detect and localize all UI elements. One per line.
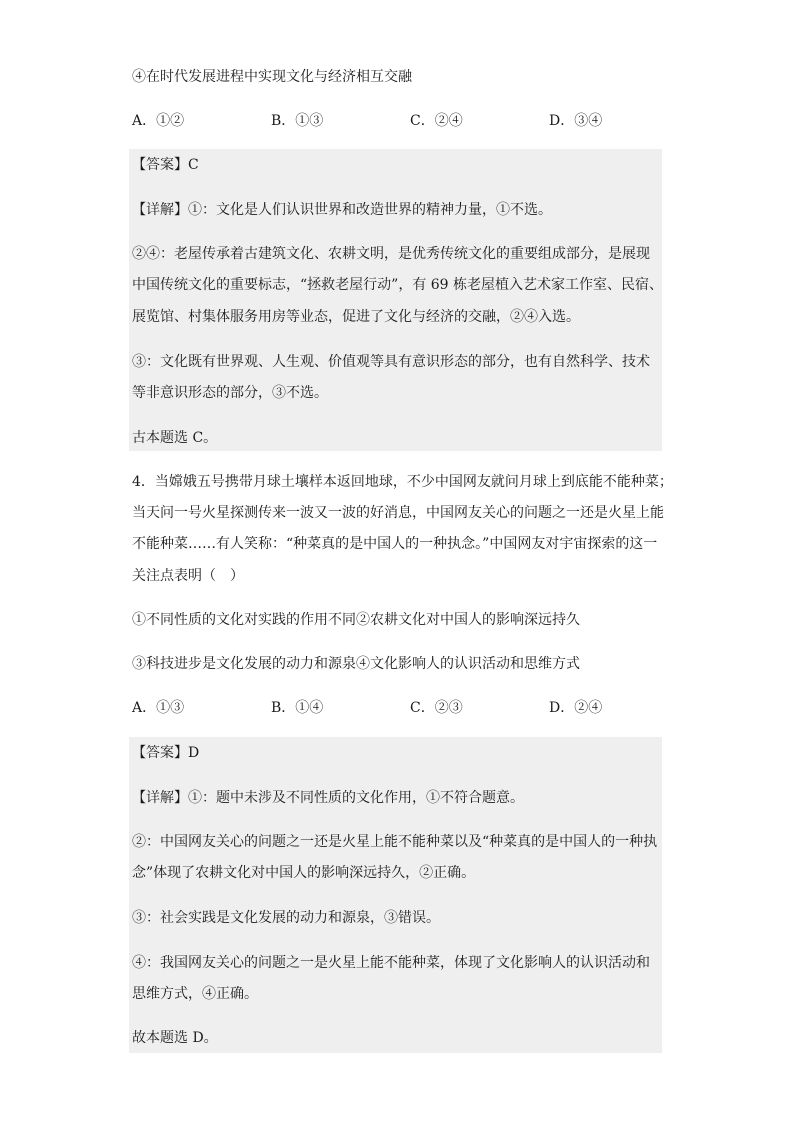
q3-option-d: D．③④ — [549, 113, 603, 129]
q4-detail-line: ②：中国网友关心的问题之一还是火星上能不能种菜以及“种菜真的是中国人的一种执 — [132, 834, 658, 850]
q4-detail-line: 【详解】①：题中未涉及不同性质的文化作用，①不符合题意。 — [132, 790, 524, 806]
q4-detail-line: 念”体现了农耕文化对中国人的影响深远持久，②正确。 — [132, 865, 476, 881]
q4-detail-line: 思维方式，④正确。 — [132, 986, 258, 1002]
answer-block-q4 — [129, 737, 662, 1053]
q4-option-c: C．②③ — [410, 700, 463, 716]
q4-detail-line: ③：社会实践是文化发展的动力和源泉，③错误。 — [132, 910, 440, 926]
q3-answer: 【答案】C — [132, 157, 199, 173]
q3-option-b: B．①③ — [271, 113, 324, 129]
q4-option-b: B．①④ — [271, 700, 324, 716]
q3-option-c: C．②④ — [410, 113, 463, 129]
q4-statements-line: ③科技进步是文化发展的动力和源泉④文化影响人的认识活动和思维方式 — [132, 656, 580, 672]
q3-detail-line: 展览馆、村集体服务用房等业态，促进了文化与经济的交融，②④入选。 — [132, 309, 580, 325]
q4-detail-line: ④：我国网友关心的问题之一是火星上能不能种菜，体现了文化影响人的认识活动和 — [132, 955, 650, 971]
q4-stem-line: 关注点表明（ ） — [132, 568, 244, 584]
q4-option-a: A．①③ — [132, 700, 185, 716]
q3-statement-4: ④在时代发展进程中实现文化与经济相互交融 — [132, 69, 412, 85]
q4-stem-line: 4．当嫦娥五号携带月球土壤样本返回地球，不少中国网友就问月球上到底能不能种菜； — [132, 474, 673, 490]
q3-option-a: A．①② — [132, 113, 185, 129]
q4-stem-line: 不能种菜……有人笑称：“种菜真的是中国人的一种执念。”中国网友对宇宙探索的这一 — [132, 536, 658, 552]
q3-detail-line: 【详解】①：文化是人们认识世界和改造世界的精神力量，①不选。 — [132, 202, 552, 218]
q4-statements-line: ①不同性质的文化对实践的作用不同②农耕文化对中国人的影响深远持久 — [132, 612, 580, 628]
q4-conclusion: 故本题选 D。 — [132, 1030, 218, 1046]
q4-option-d: D．②④ — [549, 700, 603, 716]
answer-block-q3 — [129, 149, 662, 451]
q3-detail-line: ③：文化既有世界观、人生观、价值观等具有意识形态的部分，也有自然科学、技术 — [132, 354, 650, 370]
q3-conclusion: 古本题选 C。 — [132, 430, 218, 446]
q3-detail-line: 等非意识形态的部分，③不选。 — [132, 385, 328, 401]
q3-detail-line: 中国传统文化的重要标志，“拯救老屋行动”，有 69 栋老屋植入艺术家工作室、民宿、 — [132, 277, 664, 293]
q4-answer: 【答案】D — [132, 745, 200, 761]
q3-detail-line: ②④：老屋传承着古建筑文化、农耕文明，是优秀传统文化的重要组成部分，是展现 — [132, 246, 650, 262]
q4-stem-line: 当天问一号火星探测传来一波又一波的好消息，中国网友关心的问题之一还是火星上能 — [132, 505, 664, 521]
